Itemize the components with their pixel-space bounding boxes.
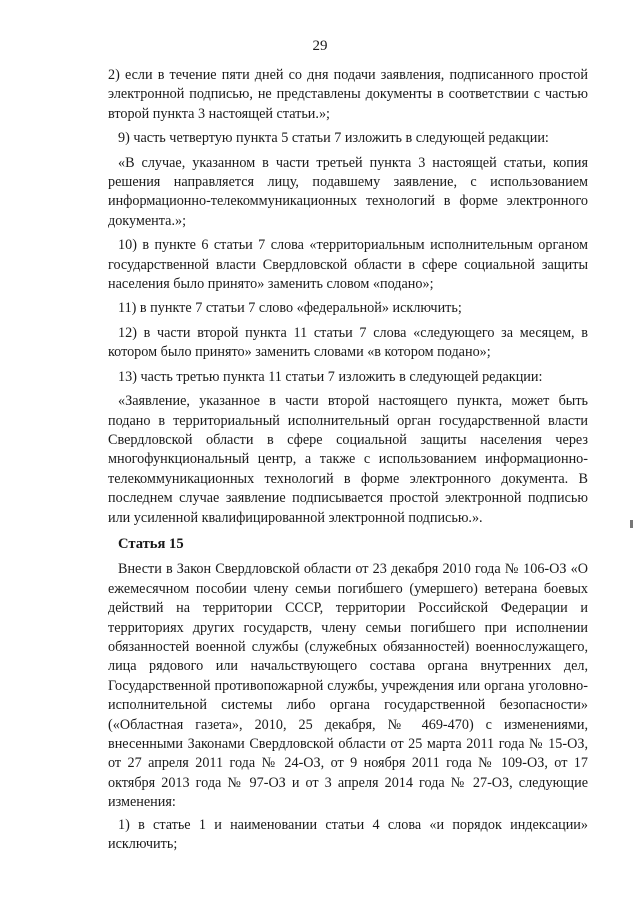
paragraph-item-12: 12) в части второй пункта 11 статьи 7 слова «следующего за месяцем, в котором было принято» заменить словами «в котором подано»; (108, 324, 588, 361)
paragraph-item-10: 10) в пункте 6 статьи 7 слова «территориальным исполнительным органом государственной власти Свердловской области в сфере социальной защиты населения было принято» заменить словом «подано»; (108, 237, 588, 293)
quoted-text: «Заявление, указанное в части второй настоящего пункта, может быть подано в территориальный исполнительный орган государственной власти Свердловской области в сфере социальной защиты населения через многофункциональный центр, а также с использованием информационно-телекоммуникационных технологий в форме электронного документа. В последнем случае заявление подписывается простой электронной подписью или усиленной квалифицированной электронной подписью.». (108, 393, 588, 526)
page-number: 29 (312, 38, 328, 54)
paragraph-item-2: 2) если в течение пяти дней со дня подачи заявления, подписанного простой электронной подписью, не представлены документы в соответствии с частью второй пункта 3 настоящей статьи.»; (108, 67, 588, 122)
paragraph-item-9: 9) часть четвертую пункта 5 статьи 7 изложить в следующей редакции: (118, 130, 549, 147)
paragraph-item-1: 1) в статье 1 и наименовании статьи 4 слова «и порядок индексации» исключить; (108, 816, 588, 853)
quoted-text: «В случае, указанном в части третьей пункта 3 настоящей статьи, копия решения направляется лицу, подавшему заявление, с использованием информационно-телекоммуникационных технологий в форме электронного документа.»; (108, 154, 588, 229)
article-intro-paragraph: Внести в Закон Свердловской области от 23 декабря 2010 года № 106-ОЗ «О ежемесячном пособии члену семьи погибшего (умершего) ветерана боевых действий на территории СССР, территории Российской Федерации и территориях других государств, члену семьи погибшего при исполнении обязанностей военной службы (служебных обязанностей) военнослужащего, лица рядового или начальствующего состава органа внутренних дел, Государственной противопожарной службы, учреждения или органа уголовно-исполнительной системы либо органа государственной безопасности» («Областная газета», 2010, 25 декабря, № 469-470) с изменениями, внесенными Законами Свердловской области от 25 марта 2011 года № 15-ОЗ, от 27 апреля 2011 года № 24-ОЗ, от 9 ноября 2011 года № 109-ОЗ, от 17 октября 2013 года № 97-ОЗ и от 3 апреля 2014 года № 27-ОЗ, следующие изменения: (108, 561, 588, 811)
document-body (108, 66, 588, 859)
paragraph-item-13: 13) часть третью пункта 11 статьи 7 изложить в следующей редакции: (118, 368, 543, 385)
scan-edge-mark (630, 520, 633, 528)
article-heading: Статья 15 (118, 535, 184, 552)
paragraph-item-11: 11) в пункте 7 статьи 7 слово «федеральной» исключить; (118, 300, 462, 317)
